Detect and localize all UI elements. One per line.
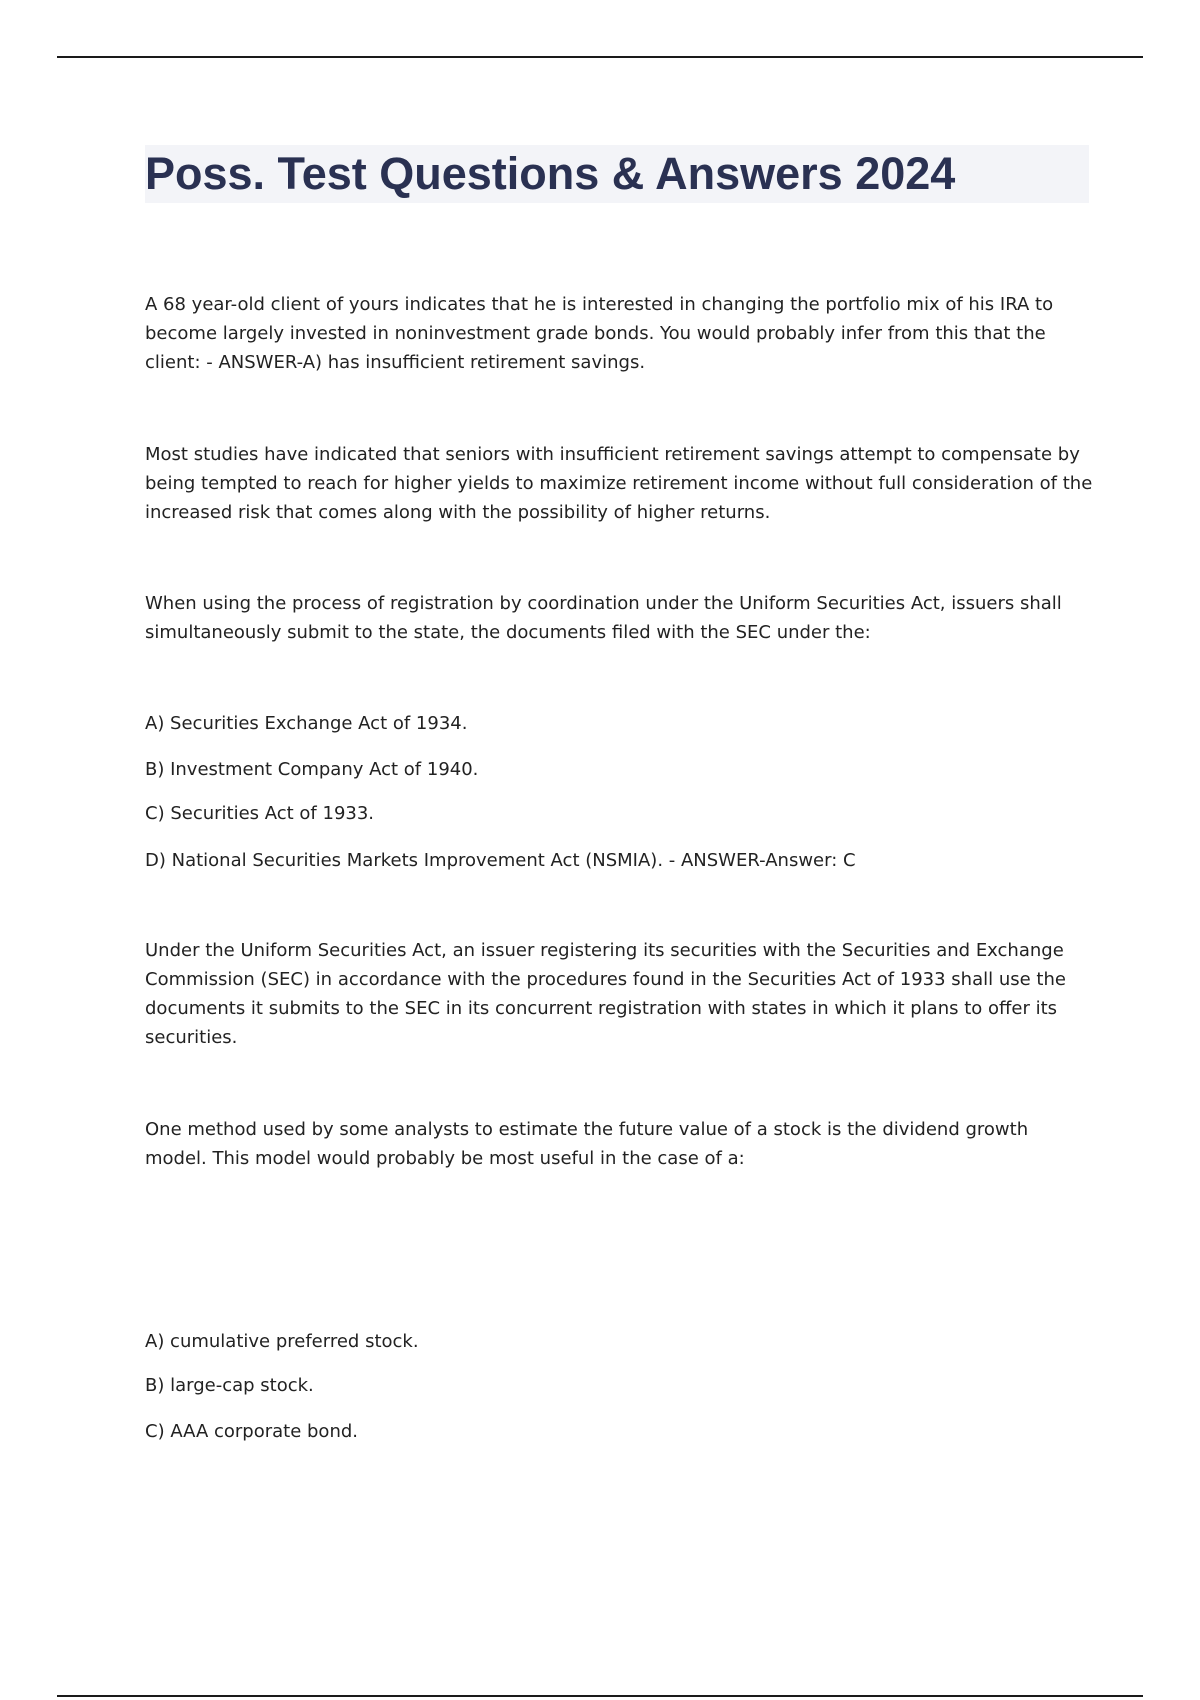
question-1-text: A 68 year-old client of yours indicates that he is interested in changing the portfolio mix of his IRA to become largely invested in noninvestment grade bonds. You would probably infer from this that the client: - ANSWER-A) has insufficient retirement savings.: [145, 294, 1054, 373]
explanation-2-text: Under the Uniform Securities Act, an issuer registering its securities with the Securities and Exchange Commission (SEC) in accordance with the procedures found in the Securities Act of 1933 shall use the documents it submits to the SEC in its concurrent registration with states in which it plans to offer its securities.: [145, 940, 1066, 1048]
question-2-option-a: A) Securities Exchange Act of 1934.: [145, 713, 468, 734]
question-3-option-b: B) large-cap stock.: [145, 1375, 314, 1396]
question-2-option-d: D) National Securities Markets Improvement Act (NSMIA). - ANSWER-Answer: C: [145, 850, 856, 871]
question-2-option-c: C) Securities Act of 1933.: [145, 803, 375, 824]
question-3-text: One method used by some analysts to estimate the future value of a stock is the dividend growth model. This model would probably be most useful in the case of a:: [145, 1119, 1029, 1169]
explanation-1-text: Most studies have indicated that seniors with insufficient retirement savings attempt to compensate by being tempted to reach for higher yields to maximize retirement income without full consideration of the increased risk that comes along with the possibility of higher returns.: [145, 444, 1093, 523]
question-2-text: When using the process of registration by coordination under the Uniform Securities Act, issuers shall simultaneously submit to the state, the documents filed with the SEC under the:: [145, 593, 1062, 643]
top-rule: [57, 56, 1143, 58]
document-title: Poss. Test Questions & Answers 2024: [145, 148, 956, 199]
question-2-option-b: B) Investment Company Act of 1940.: [145, 759, 479, 780]
question-3-option-a: A) cumulative preferred stock.: [145, 1331, 419, 1352]
bottom-rule: [57, 1695, 1143, 1697]
question-3-option-c: C) AAA corporate bond.: [145, 1421, 359, 1442]
